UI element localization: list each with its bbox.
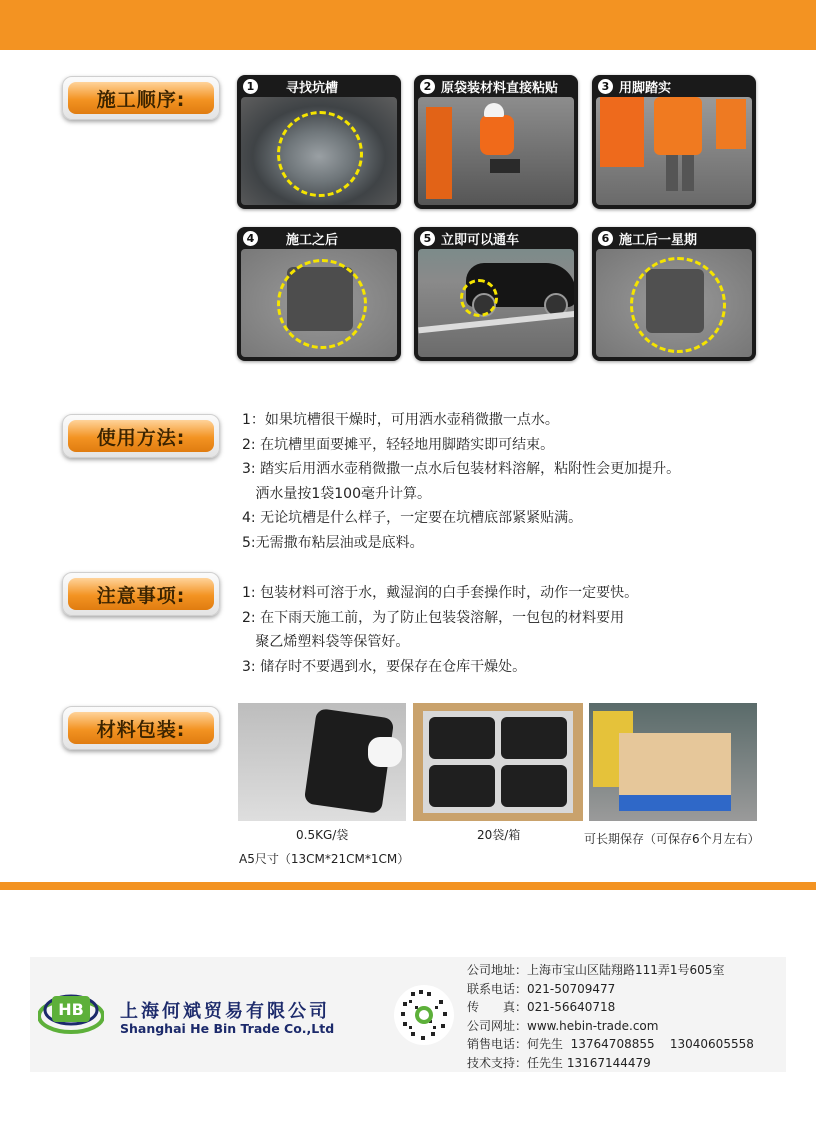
step-number-4: 4 xyxy=(243,231,258,246)
pothole-image xyxy=(241,97,397,205)
step-photo-3 xyxy=(592,75,756,209)
notes-list xyxy=(242,581,638,679)
usage-line: 2: 在坑槽里面要摊平，轻轻地用脚踏实即可结束。 xyxy=(242,436,555,453)
step-number-5: 5 xyxy=(420,231,435,246)
step-photo-2 xyxy=(414,75,578,209)
company-name-cn: 上海何斌贸易有限公司 xyxy=(120,1001,330,1022)
worker-figure xyxy=(716,99,746,149)
notes-line: 2: 在下雨天施工前，为了防止包装袋溶解，一包包的材料要用 xyxy=(242,609,625,626)
step-photo-6 xyxy=(592,227,756,361)
step-number-2: 2 xyxy=(420,79,435,94)
patch-after-week-image xyxy=(596,249,752,357)
top-orange-bar xyxy=(0,0,816,50)
section-label-packaging xyxy=(62,706,220,750)
company-website[interactable]: 公司网址：www.hebin-trade.com xyxy=(467,1018,659,1033)
package-caption-1: 0.5KG/袋 xyxy=(296,828,349,842)
boxes-stack xyxy=(619,733,731,795)
worker-leg xyxy=(426,107,452,199)
step-photo-1 xyxy=(237,75,401,209)
worker-leg xyxy=(682,155,694,191)
qr-code[interactable] xyxy=(393,984,455,1046)
highlight-ring xyxy=(277,111,363,197)
section-label-packaging-text: 材料包装: xyxy=(68,712,214,744)
step-title-2: 原袋装材料直接粘贴 xyxy=(441,80,559,96)
worker-figure xyxy=(654,97,702,155)
asphalt-bag xyxy=(429,717,495,759)
notes-line: 聚乙烯塑料袋等保管好。 xyxy=(242,634,410,650)
usage-line: 洒水量按1袋100毫升计算。 xyxy=(242,485,431,502)
patched-road-image xyxy=(241,249,397,357)
step-title-6: 施工后一星期 xyxy=(619,232,698,248)
section-label-procedure xyxy=(62,76,220,120)
pallet-shape xyxy=(619,795,731,811)
step-title-5: 立即可以通车 xyxy=(441,232,520,248)
sales-phone: 销售电话：何先生 13764708855 13040605558 xyxy=(467,1037,754,1052)
usage-list xyxy=(242,408,680,555)
notes-line: 3: 储存时不要遇到水，要保存在仓库干燥处。 xyxy=(242,658,527,675)
highlight-ring xyxy=(277,259,367,349)
company-phone: 联系电话：021-50709477 xyxy=(467,981,616,996)
section-label-notes xyxy=(62,572,220,616)
worker-leg xyxy=(666,155,678,191)
package-pallet-photo xyxy=(589,703,757,821)
step-title-3: 用脚踏实 xyxy=(619,80,672,96)
notes-line: 1: 包装材料可溶于水，戴湿润的白手套操作时，动作一定要快。 xyxy=(242,585,639,601)
section-label-usage-text: 使用方法: xyxy=(68,420,214,452)
patch-bag xyxy=(490,159,520,173)
company-address: 公司地址：上海市宝山区陆翔路111弄1号605室 xyxy=(467,963,725,977)
package-box-photo xyxy=(413,703,583,821)
package-caption-2: 20袋/箱 xyxy=(477,828,521,842)
asphalt-bag xyxy=(501,765,567,807)
worker-applying-image xyxy=(418,97,574,205)
step-number-1: 1 xyxy=(243,79,258,94)
step-title-4: 施工之后 xyxy=(286,232,339,248)
mid-orange-bar xyxy=(0,882,816,890)
qr-code-icon xyxy=(393,984,455,1046)
road-line xyxy=(418,311,574,334)
company-logo xyxy=(38,986,104,1036)
worker-figure xyxy=(480,115,514,155)
highlight-ring xyxy=(460,279,498,317)
company-name-en: Shanghai He Bin Trade Co.,Ltd xyxy=(120,1021,335,1036)
step-number-3: 3 xyxy=(598,79,613,94)
step-photo-4 xyxy=(237,227,401,361)
tech-support: 技术支持：任先生 13167144479 xyxy=(467,1055,651,1070)
worker-figure xyxy=(600,97,644,167)
usage-line: 5:无需撒布粘层油或是底料。 xyxy=(242,534,424,551)
workers-stepping-image xyxy=(596,97,752,205)
highlight-ring xyxy=(630,257,726,353)
asphalt-bag xyxy=(501,717,567,759)
company-fax: 传 真：021-56640718 xyxy=(467,1000,616,1015)
package-caption-size: A5尺寸（13CM*21CM*1CM） xyxy=(239,852,410,866)
glove-hand xyxy=(368,737,402,767)
section-label-procedure-text: 施工顺序: xyxy=(68,82,214,114)
logo-letters: HB xyxy=(58,999,84,1019)
usage-line: 3: 踏实后用洒水壶稍微撒一点水后包装材料溶解，粘附性会更加提升。 xyxy=(242,461,681,477)
package-caption-3: 可长期保存（可保存6个月左右） xyxy=(584,832,760,846)
section-label-usage xyxy=(62,414,220,458)
usage-line: 1：如果坑槽很干燥时，可用洒水壶稍微撒一点水。 xyxy=(242,412,559,428)
contact-info xyxy=(467,961,754,1073)
helmet-shape xyxy=(484,103,504,117)
package-bag-photo xyxy=(238,703,406,821)
step-title-1: 寻找坑槽 xyxy=(286,80,339,96)
car-driving-image xyxy=(418,249,574,357)
step-photo-5 xyxy=(414,227,578,361)
step-number-6: 6 xyxy=(598,231,613,246)
section-label-notes-text: 注意事项: xyxy=(68,578,214,610)
usage-line: 4: 无论坑槽是什么样子，一定要在坑槽底部紧紧贴满。 xyxy=(242,510,583,526)
asphalt-bag xyxy=(429,765,495,807)
